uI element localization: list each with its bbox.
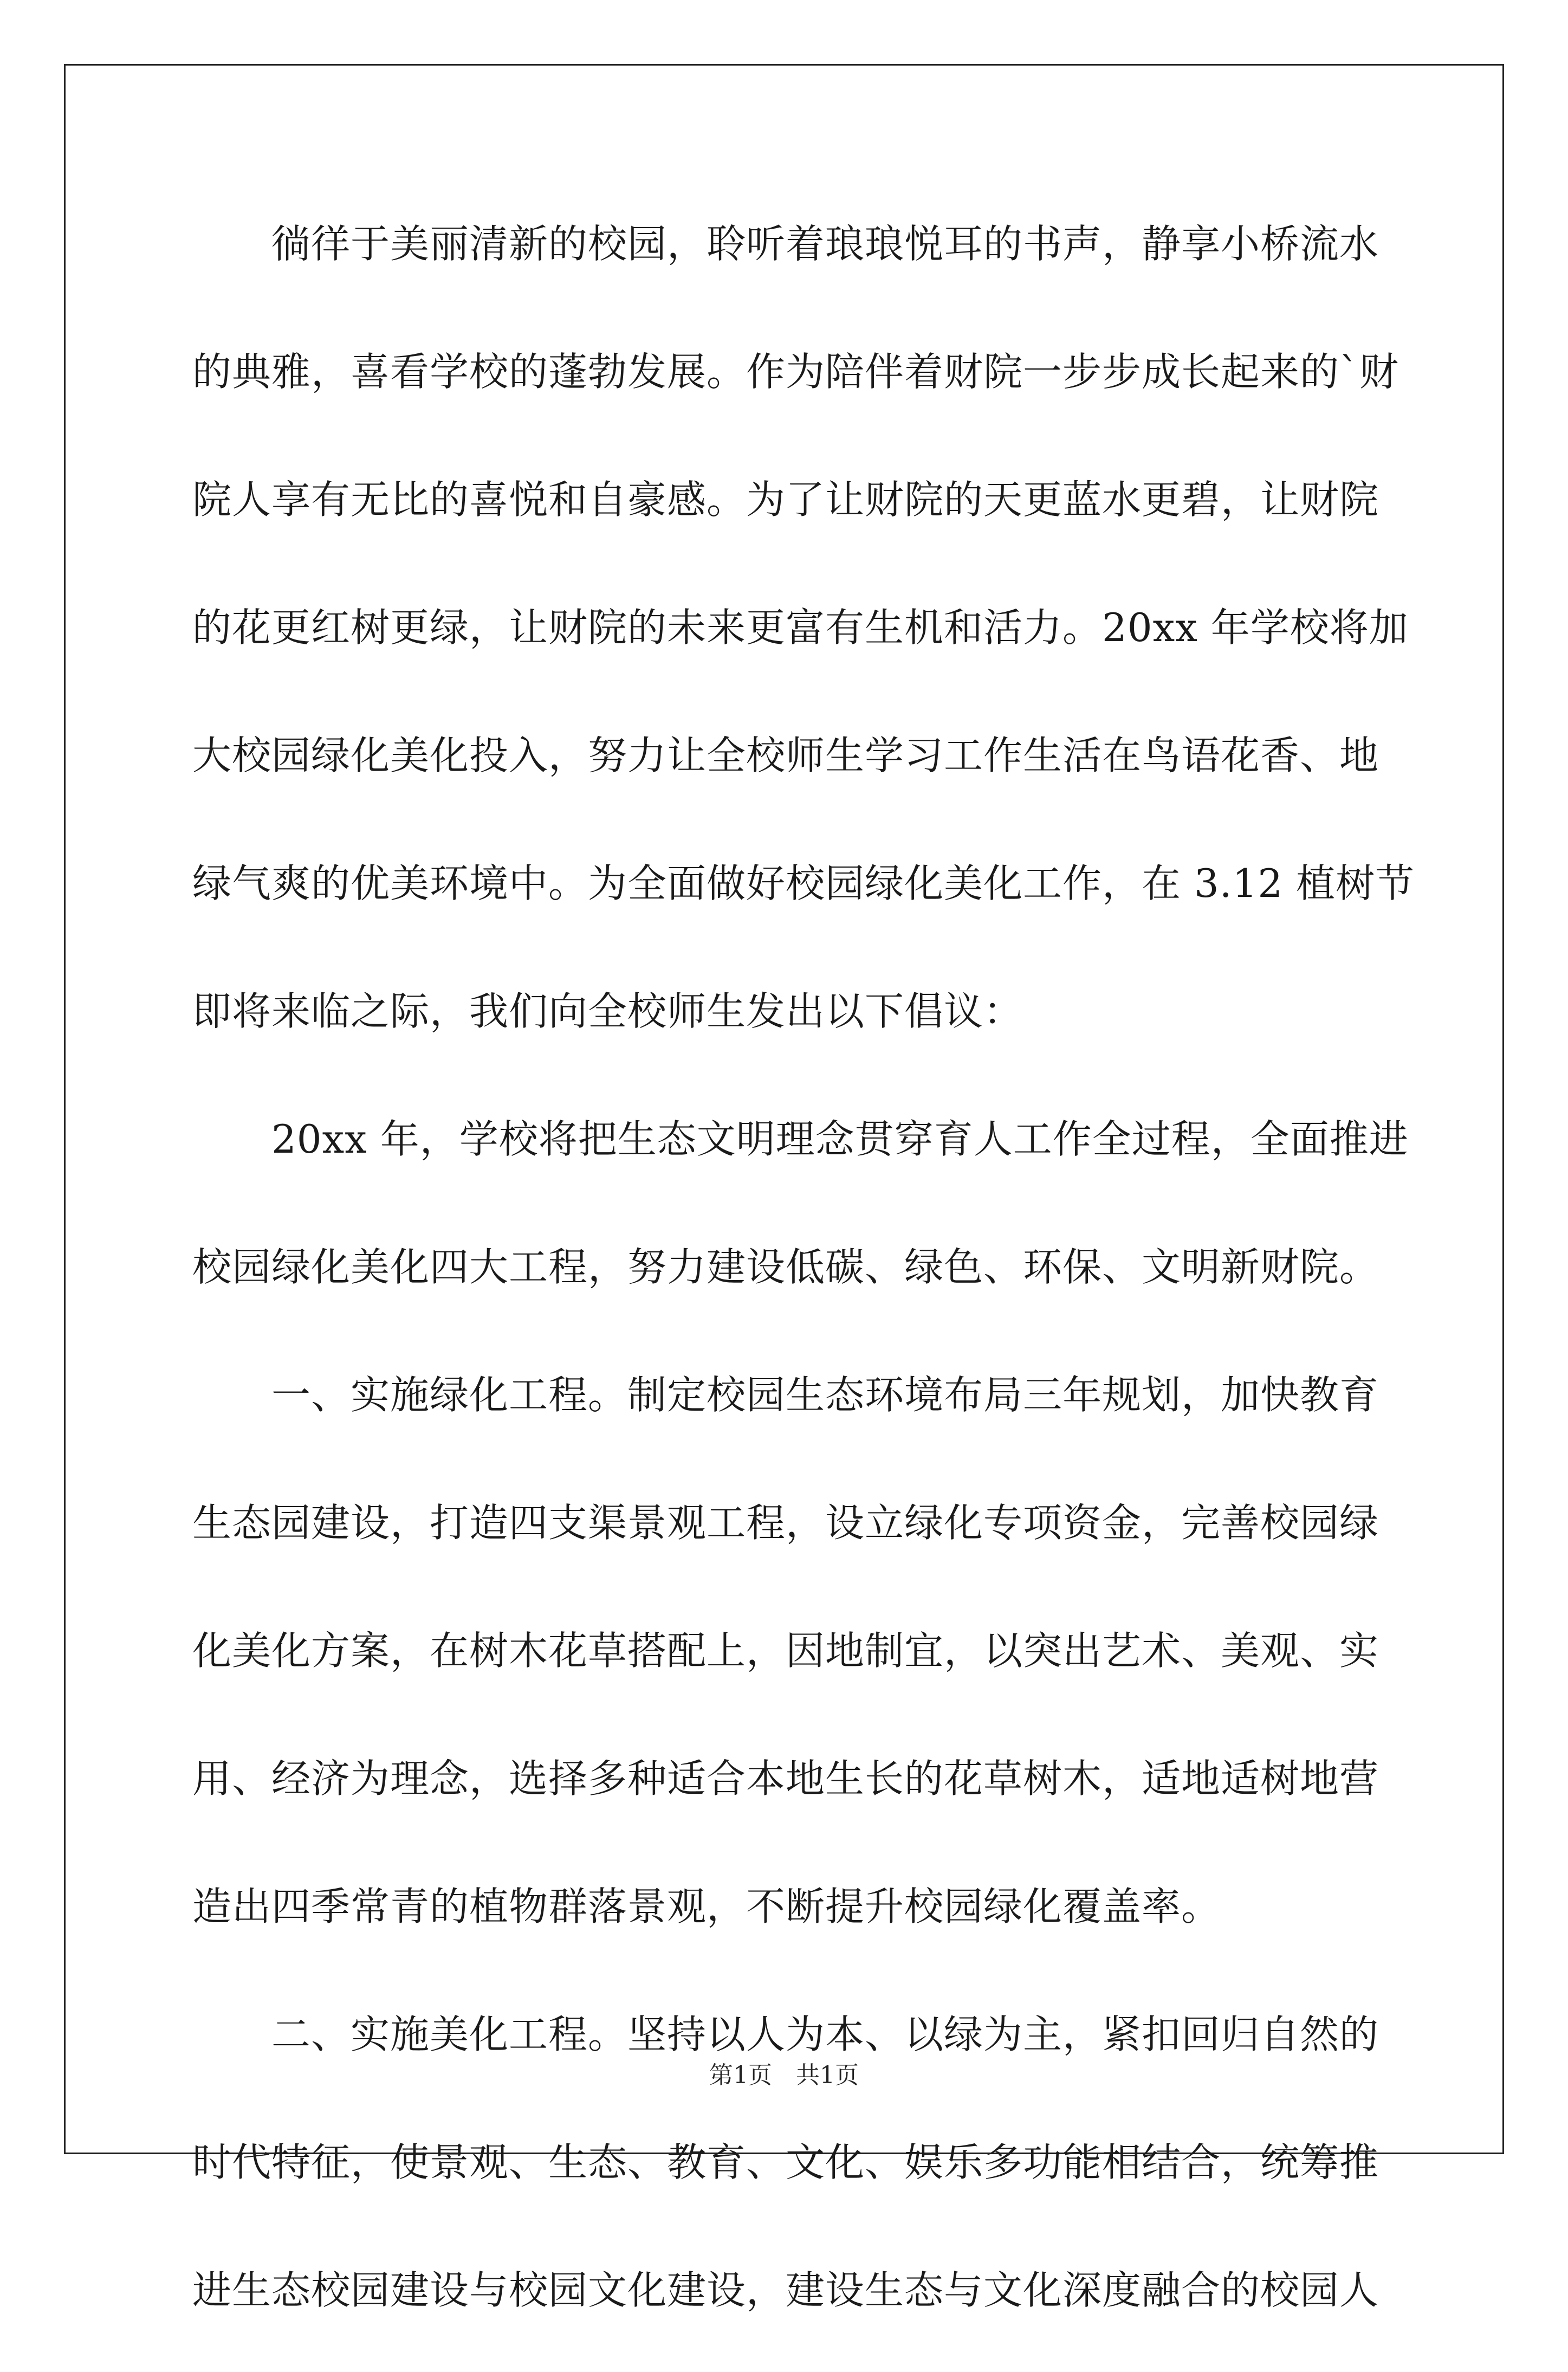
text-line: 绿气爽的优美环境中。为全面做好校园绿化美化工作，在 3.12 植树节 [192, 861, 1415, 906]
text-line: 化美化方案，在树木花草搭配上，因地制宜，以突出艺术、美观、实 [192, 1628, 1379, 1673]
text-line: 二、实施美化工程。坚持以人为本、以绿为主，紧扣回归自然的 [192, 2012, 1379, 2057]
text-line: 大校园绿化美化投入，努力让全校师生学习工作生活在鸟语花香、地 [192, 733, 1379, 778]
text-line: 用、经济为理念，选择多种适合本地生长的花草树木，适地适树地营 [192, 1756, 1379, 1801]
text-line: 院人享有无比的喜悦和自豪感。为了让财院的天更蓝水更碧，让财院 [192, 477, 1379, 522]
text-line: 20xx 年，学校将把生态文明理念贯穿育人工作全过程，全面推进 [192, 1116, 1409, 1162]
text-line: 一、实施绿化工程。制定校园生态环境布局三年规划，加快教育 [192, 1372, 1379, 1418]
text-line: 造出四季常青的植物群落景观，不断提升校园绿化覆盖率。 [192, 1884, 1221, 1929]
text-line: 时代特征，使景观、生态、教育、文化、娱乐多功能相结合，统筹推 [192, 2140, 1379, 2185]
text-line: 生态园建设，打造四支渠景观工程，设立绿化专项资金，完善校园绿 [192, 1500, 1379, 1546]
text-line: 即将来临之际，我们向全校师生发出以下倡议： [192, 988, 1023, 1034]
text-line: 的花更红树更绿，让财院的未来更富有生机和活力。20xx 年学校将加 [192, 605, 1409, 650]
text-line: 进生态校园建设与校园文化建设，建设生态与文化深度融合的校园人 [192, 2267, 1379, 2313]
text-line: 的典雅，喜看学校的蓬勃发展。作为陪伴着财院一步步成长起来的`财 [192, 349, 1399, 395]
text-line: 徜徉于美丽清新的校园，聆听着琅琅悦耳的书声，静享小桥流水 [192, 221, 1379, 267]
document-body [192, 198, 1415, 2372]
text-line: 校园绿化美化四大工程，努力建设低碳、绿色、环保、文明新财院。 [192, 1244, 1379, 1290]
page-number-footer: 第1页 共1页 [709, 2061, 859, 2089]
